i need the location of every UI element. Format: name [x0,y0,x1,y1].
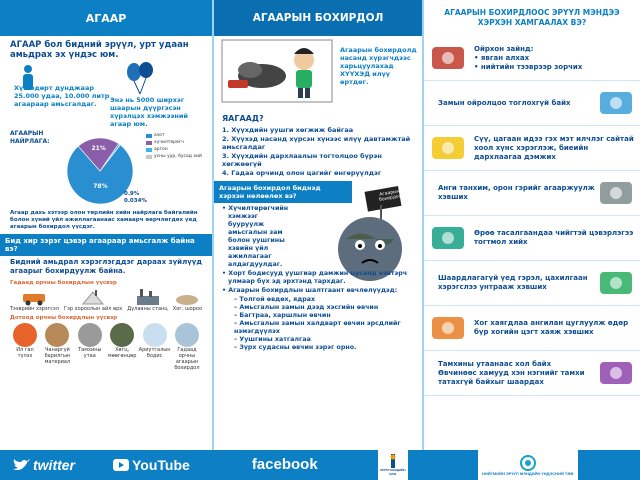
breath-fact: Хүн өдөрт дунджаар 25.000 удаа, 10.000 литр агаараар амьсгалдаг. [14,84,110,108]
no-smoking-icon [596,356,636,390]
header-air-pollution: АГААРЫН БОХИРДОЛ [214,0,422,36]
dust-icon [174,288,200,306]
reason-item: 1. Хүүхдийн уушги хөгжиж байгаа [222,126,354,134]
smoke-icon [78,323,102,347]
effect-item: • Хорт бодисууд уушгиар дамжин цусанд нэвтэрч улмаар бүх эд эрхтэнд тархдаг. [222,270,408,285]
power-plug-icon [596,266,636,300]
legend-swatch [146,148,152,152]
disease-item: – Толгой өвдөх, ядрах [234,296,316,303]
legend-item [146,146,206,153]
protection-item [424,261,640,306]
outdoor-title: Гадаад орчны бохирдлын үүсвэр [10,280,117,286]
protection-text: Ойрхон зайнд: • явган алхах • нийтийн тээврээр зорчих [474,44,583,71]
disease-item: – Зүрх судасны өвчин зэрэг орно. [234,344,357,351]
protection-text: Анги танхим, орон гэрийг агааржуулж хэвших [438,184,595,201]
question-bar: Бид хир зэрэг цэвэр агаараар амьсгалж байна вэ? [0,234,212,256]
protection-item [424,216,640,261]
legend-label: усны уур, бусад хий [154,154,202,159]
protection-text: Замын ойролцоо тоглохгүй байх [438,98,571,107]
indoor-source: Гадаад орчны агаарын бохирдол [172,323,202,371]
recycle-bin-icon [428,311,468,345]
protection-text: Сүү, цагаан идээ гэх мэт илчлэг сайтай хоол хүнс хэрэглэж, биеийн дархлаагаа дэмжих [474,134,634,161]
protection-text: Хог хаягдлаа ангилан цуглуулж өдөр бүр хогийн цэгт хаяж хэвших [474,319,629,336]
child-smog-illustration [222,40,332,102]
chart-title: АГААРЫН НАЙРЛАГА: [10,130,50,145]
disease-item: – Амьсгалын замын халдварт өвчин эрсдлийг нэмэгдүүлэх [234,320,401,335]
spray-icon [143,323,167,347]
mopping-icon [428,221,468,255]
balloon-fact: Энэ нь 5000 ширхэг шаарын дүүргэсэн хүрэлцэх хэмжээний агаар юм. [110,96,188,128]
legend-swatch [146,155,152,159]
reason-item: 3. Хүүхдийн дархлаалын тогтолцоо бүрэн хөгжөөгүй [222,152,382,168]
air-intro: АГААР бол бидний эрүүл, урт удаан амьдрах эх үндэс юм. [10,40,189,60]
air-column [0,36,212,450]
twitter-icon [12,458,30,472]
dairy-food-icon [428,131,468,165]
protection-item [424,36,640,81]
pie-value-label: 0.9% [124,191,140,197]
indoor-source: Ариутгалын бодис [140,323,170,371]
outdoor-source: Дулааны станц [127,288,167,312]
speech-text: Агаарын бохирдолд насанд хүрэгчдээс харьцуулахад ХҮҮХЭД илүү өртдөг. [340,46,417,86]
reasons-list [222,126,414,177]
balloons-icon [120,62,160,94]
youtube-link[interactable]: YouTube [113,457,190,473]
disease-item: – Уушгины хатгалгаа [234,336,311,343]
pie-value-label: 78% [93,182,108,190]
soyombo-icon [386,454,400,468]
indoor-title: Дотоод орчны бохирдлын үүсвэр [10,315,118,321]
header-air: АГААР [0,0,212,36]
city-smog-icon [175,323,199,347]
header-protect: АГААРЫН БОХИРДЛООС ЭРҮҮЛ МЭНДЭЭ ХЭРХЭН ХАМГААЛАХ ВЭ? [424,0,640,36]
effect-bar: Агаарын бохирдол биднэд хэрхэн нөлөөлөх вэ? [214,181,352,203]
factory-icon [135,288,161,306]
footer [0,450,640,480]
mold-icon [110,323,134,347]
pie-value-label: 0.034% [124,198,147,204]
disease-item: – Амьсгалын замын дээд хэсгийн өвчин [234,304,379,311]
legend-label: азот [154,133,165,138]
disease-item: – Багтраа, харшлын өвчин [234,312,331,319]
twitter-link[interactable]: twitter [12,457,75,473]
legend-item [146,153,206,160]
effects-list [222,205,418,352]
protection-item [424,126,640,171]
earth-sign: Агаарын бохирдол [378,189,403,203]
why-heading: ЯАГААД? [222,114,264,123]
protection-item [424,171,640,216]
outdoor-source: Тээврийн хэрэгсэл [10,288,59,312]
pie-value-label: 21% [91,144,106,152]
indoor-source: Хөгц, мөөгөнцөр [107,323,137,371]
indoor-source: Чанаргүй барилгын материал [42,323,72,371]
protection-text: Шаардлагагүй үед гэрэл, цахилгаан хэрэгслээ унтрааж хэвших [438,274,588,291]
bus-icon [428,41,468,75]
protection-item [424,306,640,351]
outdoor-source: Хог, шороо [173,288,202,312]
reason-item: 2. Хүүхэд насанд хүрсэн хүнээс илүү давтамжтай амьсгалдаг [222,135,411,151]
car-icon [21,288,47,306]
legend-swatch [146,141,152,145]
protection-text: Тамхины утаанаас хол байх Өвчинөөс хамууд хэн нэгнийг тамхи татахгүй байхыг шаардах [438,359,585,386]
protection-list [424,36,640,396]
outdoor-source: Гэр хороолын айл өрх [64,288,122,312]
reason-item: 4. Гадаа орчинд олон цагийг өнгөрүүлдэг [222,169,382,177]
pollution-column [214,36,422,450]
youtube-icon [113,459,129,471]
pollution-footnote: Агаар дахь хэтээр олон төрлийн хийн найрлага байгалийн болон хүний үйл ажиллагаанаас хамаарч өөрчлөгдөх үед агаарын бохирдол үүсдэг. [10,210,198,230]
window-icon [596,176,636,210]
ministry-logo: ЭРҮҮЛ МЭНДИЙН ЯАМ [378,450,408,480]
composition-pie-chart [65,136,147,206]
globe-logo-icon [519,455,537,471]
indoor-source: Ил гал түлэх [10,323,40,371]
chart-legend [146,132,206,160]
protection-item [424,81,640,126]
answer-text: Бидний амьдрал хэрэглэгддэг дараах зүйлүүд агаарыг бохирдуулж байна. [10,258,202,275]
house-leaf-icon [596,86,636,120]
fire-icon [13,323,37,347]
legend-swatch [146,134,152,138]
legend-label: аргон [154,147,168,152]
legend-label: хүчилтөрөгч [154,140,184,145]
effect-item: • Агаарын бохирдлын шалтгаант өвчлөлүүдэд: [222,287,398,294]
brick-icon [45,323,69,347]
indoor-source: Тамхины утаа [75,323,105,371]
protection-text: Өрөө тасалгаандаа чийгтэй цэвэрлэгээ тогтмол хийх [474,229,634,246]
ger-icon [80,288,106,306]
facebook-link[interactable]: facebook [251,456,318,473]
effect-item: • Хүчилтөрөгчийн хэмжээг бууруулж амьсгалын зам болон уушгины хэвийн үйл ажиллагааг алдагдуулдаг. [222,205,289,268]
center-logo: НИЙГМИЙН ЭРҮҮЛ МЭНДИЙН ҮНДЭСНИЙ ТӨВ [478,450,578,480]
legend-item [146,132,206,139]
protection-item [424,351,640,396]
legend-item [146,139,206,146]
protection-column [424,36,640,450]
